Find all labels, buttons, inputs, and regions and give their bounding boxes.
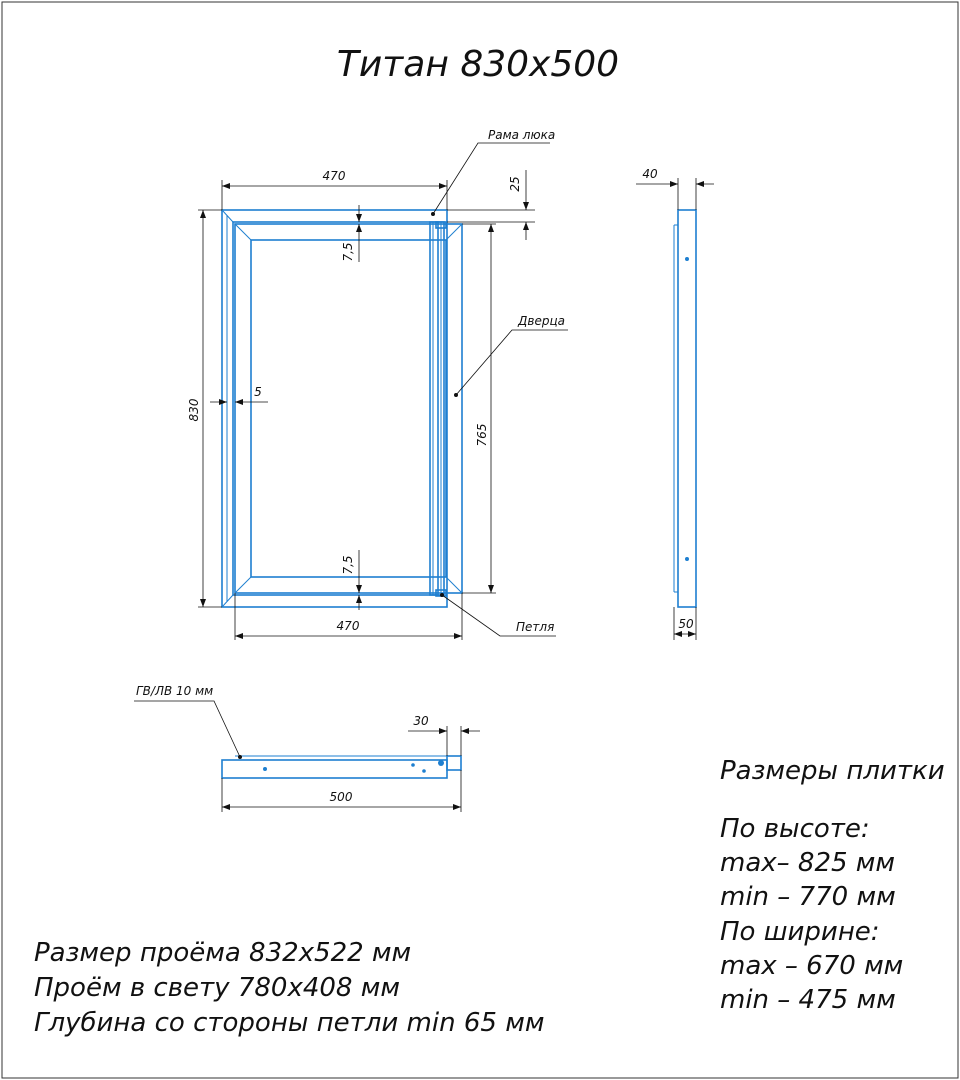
tile-heading: Размеры плитки <box>720 756 945 786</box>
hinge-label: Петля <box>516 620 555 634</box>
plan-bolt-left <box>263 767 267 771</box>
plan-view <box>134 684 480 812</box>
dim-765-text: 765 <box>475 423 489 447</box>
dim-470-top-text: 470 <box>322 169 346 183</box>
note-opening: Размер проёма 832x522 мм <box>34 938 412 968</box>
gvlv-label: ГВ/ЛВ 10 мм <box>136 684 214 698</box>
hatch-frame-outer <box>222 210 447 607</box>
frame-label: Рама люка <box>488 128 556 142</box>
frame-leader-line <box>433 143 550 214</box>
hinge-strip <box>430 222 444 595</box>
dim-40-text: 40 <box>642 167 658 181</box>
door-bevel-br <box>446 577 462 593</box>
tile-height-label: По высоте: <box>720 814 870 844</box>
opening-notes <box>34 938 544 1038</box>
plan-bolt-mid2 <box>422 769 426 773</box>
plan-body <box>222 760 447 778</box>
dim-5-text: 5 <box>254 385 262 399</box>
note-depth: Глубина со стороны петли min 65 мм <box>34 1008 545 1038</box>
plan-bolt-right <box>438 760 444 766</box>
door-bevel-tr <box>446 224 462 240</box>
drawing-title: Титан 830x500 <box>336 44 620 85</box>
front-view <box>187 128 568 640</box>
tile-width-max: max – 670 мм <box>720 951 904 981</box>
hatch-frame-inner <box>233 222 438 595</box>
plan-hinge <box>447 756 461 770</box>
door-bevel-tl <box>235 224 251 240</box>
tile-width-min: min – 475 мм <box>720 985 896 1015</box>
door-outer <box>235 224 462 593</box>
tile-height-min: min – 770 мм <box>720 882 896 912</box>
door-inner <box>251 240 446 577</box>
dim-470-bottom-text: 470 <box>336 619 360 633</box>
dim-830-text: 830 <box>187 398 201 422</box>
door-leader-line <box>456 330 568 395</box>
side-bolt-top <box>685 257 689 261</box>
tile-height-max: max– 825 мм <box>720 848 896 878</box>
tile-sizes <box>720 756 945 1015</box>
door-label: Дверца <box>518 314 565 328</box>
gvlv-leader-line <box>134 701 240 757</box>
side-panel <box>678 210 696 607</box>
note-clear: Проём в свету 780x408 мм <box>34 973 400 1003</box>
door-bevel-bl <box>235 577 251 593</box>
hinge-strip-inner <box>433 222 441 595</box>
dim-30-text: 30 <box>413 714 429 728</box>
dim-7-5-top-text: 7,5 <box>341 242 355 262</box>
dim-500-text: 500 <box>329 790 353 804</box>
dim-50-text: 50 <box>678 617 694 631</box>
plan-bolt-mid1 <box>411 763 415 767</box>
tile-width-label: По ширине: <box>720 917 880 947</box>
side-bolt-bottom <box>685 557 689 561</box>
dim-25-text: 25 <box>508 176 522 192</box>
dim-7-5-bottom-text: 7,5 <box>341 555 355 575</box>
side-view <box>636 167 714 640</box>
